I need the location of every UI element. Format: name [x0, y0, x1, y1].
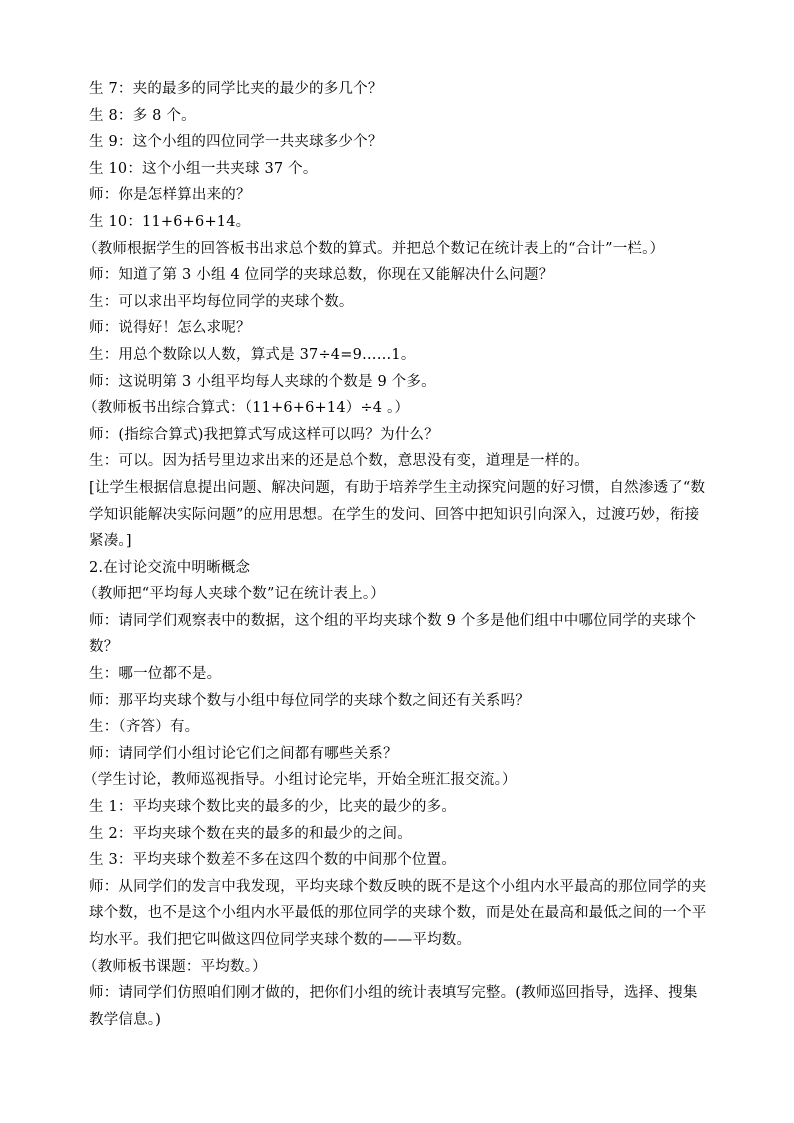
document-page	[83, 76, 711, 1033]
summary-paragraph: 师：从同学们的发言中我发现，平均夹球个数反映的既不是这个小组内水平最高的那位同学的夹球个数，也不是这个小组内水平最低的那位同学的夹球个数，而是处在最高和最低之间的一个平均水平。我们把它叫做这四位同学夹球个数的——平均数。	[89, 878, 707, 948]
text-line: 生 1：平均夹球个数比夹的最多的少，比夹的最少的多。	[89, 799, 457, 816]
text-line: 生：（齐答）有。	[89, 719, 200, 736]
text-paragraph: 师：请同学们观察表中的数据，这个组的平均夹球个数 9 个多是他们组中中哪位同学的夹球个数？	[89, 612, 697, 656]
text-line: （教师把“平均每人夹球个数”记在统计表上。）	[83, 586, 385, 603]
text-line: 师：你是怎样算出来的？	[89, 187, 251, 204]
text-line: 师：请同学们小组讨论它们之间都有哪些关系？	[89, 745, 398, 762]
section-title: 2.在讨论交流中明晰概念	[89, 559, 251, 576]
text-line: 师：说得好！怎么求呢？	[89, 320, 251, 337]
text-line: （学生讨论，教师巡视指导。小组讨论完毕，开始全班汇报交流。）	[83, 772, 517, 789]
text-line: （教师板书课题：平均数。）	[83, 958, 267, 975]
text-line: 生 10：这个小组一共夹球 37 个。	[89, 160, 318, 177]
text-line: 师：(指综合算式)我把算式写成这样可以吗？为什么？	[89, 426, 439, 443]
text-line: 师：这说明第 3 小组平均每人夹球的个数是 9 个多。	[89, 373, 436, 390]
text-line: 生 2：平均夹球个数在夹的最多的和最少的之间。	[89, 825, 412, 842]
text-line: （教师板书出综合算式：（11+6+6+14）÷4 。）	[83, 400, 410, 417]
text-line: 生 10：11+6+6+14。	[89, 213, 251, 230]
text-line: 生 8：多 8 个。	[89, 107, 196, 124]
text-line: 生：可以求出平均每位同学的夹球个数。	[89, 293, 354, 310]
text-line: 师：知道了第 3 小组 4 位同学的夹球总数，你现在又能解决什么问题？	[89, 267, 554, 284]
commentary-paragraph: [让学生根据信息提出问题、解决问题，有助于培养学生主动探究问题的好习惯，自然渗透了“数学知识能解决实际问题”的应用思想。在学生的发问、回答中把知识引向深入，过渡巧妙，衔接紧凑。]	[89, 479, 706, 550]
text-line: 生 7：夹的最多的同学比夹的最少的多几个？	[89, 81, 383, 97]
text-line: 生：用总个数除以人数，算式是 37÷4=9……1。	[89, 346, 416, 363]
text-line: 师：那平均夹球个数与小组中每位同学的夹球个数之间还有关系吗？	[89, 692, 530, 709]
text-line: 生：哪一位都不是。	[89, 666, 222, 683]
text-line: （教师根据学生的回答板书出求总个数的算式。并把总个数记在统计表上的“合计”一栏。）	[83, 240, 665, 257]
text-line: 生：可以。因为括号里边求出来的还是总个数，意思没有变，道理是一样的。	[89, 453, 589, 470]
text-line: 生 9：这个小组的四位同学一共夹球多少个？	[89, 134, 383, 151]
text-paragraph: 师：请同学们仿照咱们刚才做的，把你们小组的统计表填写完整。(教师巡回指导，选择、搜集教学信息。)	[89, 985, 698, 1028]
text-line: 生 3：平均夹球个数差不多在这四个数的中间那个位置。	[89, 852, 457, 869]
